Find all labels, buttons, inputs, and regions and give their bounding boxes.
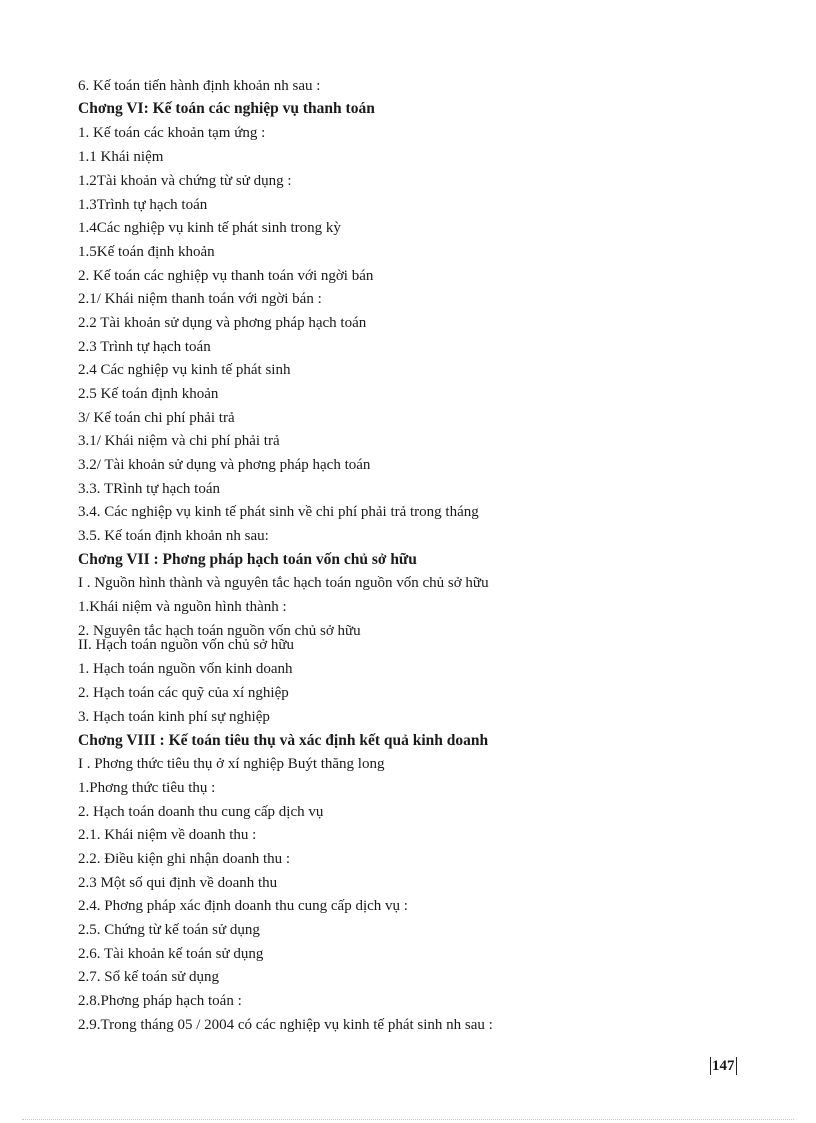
toc-entry: 2.3 Một số qui định về doanh thu	[78, 875, 278, 891]
toc-entry: 2.2 Tài khoản sử dụng và phơng pháp hạch toán	[78, 315, 367, 331]
toc-entry: 2.5 Kế toán định khoản	[78, 386, 219, 402]
toc-entry: 3.1/ Khái niệm và chi phí phải trả	[78, 433, 280, 449]
toc-entry: 1.5Kế toán định khoản	[78, 244, 215, 260]
toc-entry: II. Hạch toán nguồn vốn chủ sở hữu	[78, 637, 295, 653]
toc-entry: I . Nguồn hình thành và nguyên tắc hạch toán nguồn vốn chủ sở hữu	[78, 575, 489, 591]
toc-entry: 1.3Trình tự hạch toán	[78, 197, 208, 213]
toc-entry: 1.Phơng thức tiêu thụ :	[78, 780, 216, 796]
toc-entry: 2.7. Sổ kế toán sử dụng	[78, 969, 220, 985]
toc-entry: 2. Hạch toán doanh thu cung cấp dịch vụ	[78, 804, 324, 820]
toc-entry: 2.1/ Khái niệm thanh toán với ngời bán :	[78, 291, 322, 307]
toc-entry: 2. Hạch toán các quỹ của xí nghiệp	[78, 685, 289, 701]
toc-entry: 2.4 Các nghiệp vụ kinh tế phát sinh	[78, 362, 291, 378]
toc-entry: 2.3 Trình tự hạch toán	[78, 339, 211, 355]
toc-entry: 2.6. Tài khoản kế toán sử dụng	[78, 946, 264, 962]
toc-entry: 2. Nguyên tắc hạch toán nguồn vốn chủ sở hữu	[78, 623, 361, 639]
toc-entry: 2.2. Điều kiện ghi nhận doanh thu :	[78, 851, 291, 867]
toc-entry: 3. Hạch toán kinh phí sự nghiệp	[78, 709, 270, 725]
toc-entry: 2.1. Khái niệm về doanh thu :	[78, 827, 257, 843]
chapter-heading: Chơng VIII : Kế toán tiêu thụ và xác định kết quả kinh doanh	[78, 732, 489, 749]
toc-entry: 2. Kế toán các nghiệp vụ thanh toán với ngời bán	[78, 268, 374, 284]
toc-entry: 3/ Kế toán chi phí phải trả	[78, 410, 235, 426]
toc-entry: 1.2Tài khoản và chứng từ sử dụng :	[78, 173, 292, 189]
toc-entry: 2.8.Phơng pháp hạch toán :	[78, 993, 242, 1009]
toc-entry: 2.5. Chứng từ kế toán sử dụng	[78, 922, 260, 938]
toc-entry: 1.4Các nghiệp vụ kinh tế phát sinh trong kỳ	[78, 220, 341, 236]
toc-entry: 1.1 Khái niệm	[78, 149, 164, 165]
toc-entry: 3.4. Các nghiệp vụ kinh tế phát sinh về chi phí phải trả trong tháng	[78, 504, 479, 520]
toc-entry: 2.4. Phơng pháp xác định doanh thu cung cấp dịch vụ :	[78, 898, 408, 914]
toc-entry: 1. Hạch toán nguồn vốn kinh doanh	[78, 661, 293, 677]
toc-entry: 1. Kế toán các khoản tạm ứng :	[78, 125, 266, 141]
chapter-heading: Chơng VII : Phơng pháp hạch toán vốn chủ sở hữu	[78, 551, 417, 568]
toc-entry: 2.9.Trong tháng 05 / 2004 có các nghiệp vụ kinh tế phát sinh nh sau :	[78, 1017, 493, 1033]
chapter-heading: Chơng VI: Kế toán các nghiệp vụ thanh toán	[78, 100, 375, 117]
toc-entry: 3.5. Kế toán định khoản nh sau:	[78, 528, 269, 544]
toc-entry: I . Phơng thức tiêu thụ ở xí nghiệp Buýt thăng long	[78, 756, 385, 772]
toc-entry: 3.3. TRình tự hạch toán	[78, 481, 221, 497]
toc-entry: 3.2/ Tài khoản sử dụng và phơng pháp hạch toán	[78, 457, 371, 473]
toc-entry: 6. Kế toán tiến hành định khoản nh sau :	[78, 78, 321, 94]
page-number: 147	[712, 1058, 735, 1074]
toc-entry: 1.Khái niệm và nguồn hình thành :	[78, 599, 287, 615]
footer-divider	[22, 1119, 794, 1120]
